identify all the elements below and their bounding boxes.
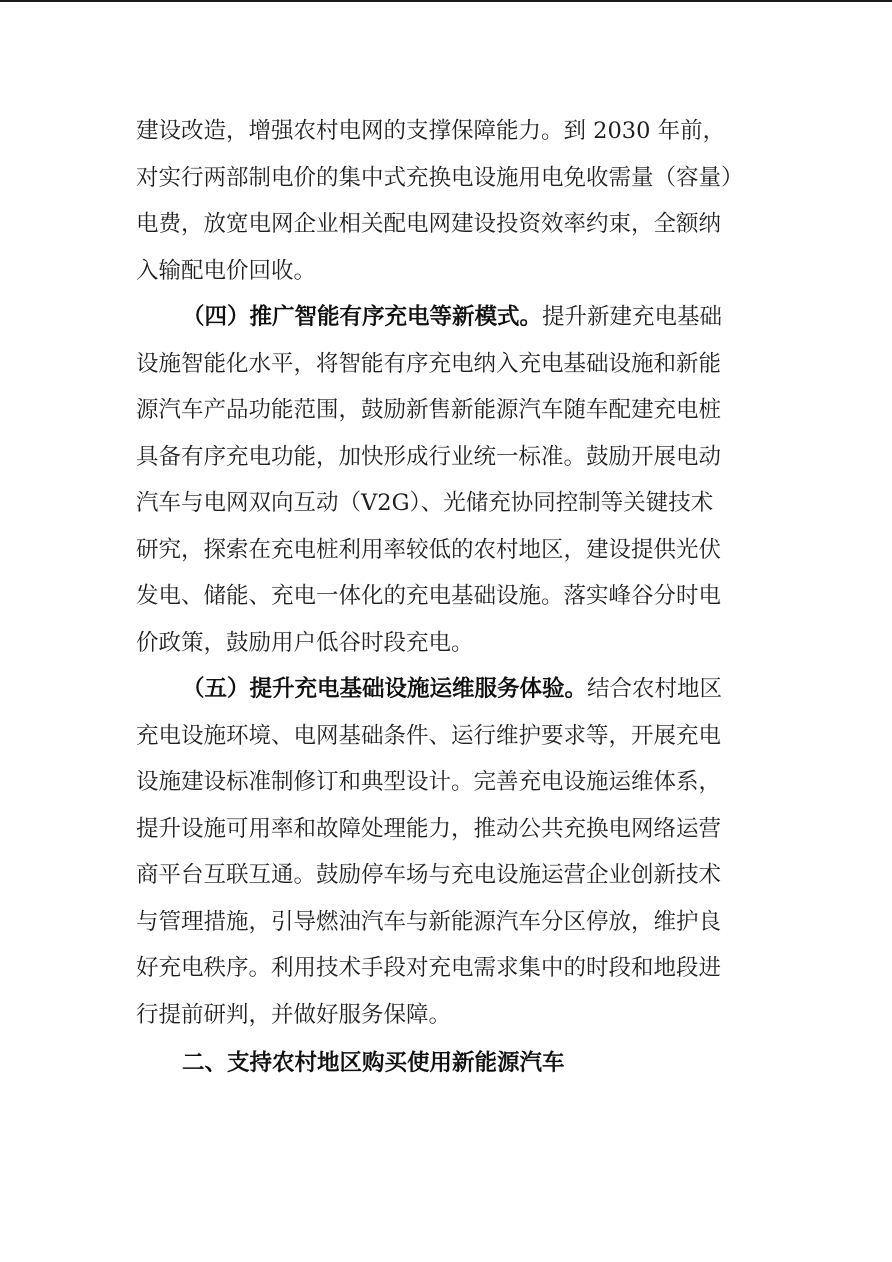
section-maintenance-service bbox=[136, 666, 760, 1038]
section-first-line bbox=[136, 294, 760, 341]
section-title: （五）提升充电基础设施运维服务体验。 bbox=[182, 676, 588, 702]
section-first-line-text: 结合农村地区 bbox=[587, 676, 723, 702]
paragraph-line: 入输配电价回收。 bbox=[136, 257, 317, 284]
paragraph-line: 充电设施环境、电网基础条件、运行维护要求等，开展充电 bbox=[136, 722, 722, 749]
paragraph-line: 设施建设标准制修订和典型设计。完善充电设施运维体系， bbox=[136, 769, 722, 795]
section-smart-charging bbox=[136, 294, 760, 666]
paragraph-line: 对实行两部制电价的集中式充换电设施用电免收需量（容量） bbox=[136, 164, 744, 191]
paragraph-line: 商平台互联互通。鼓励停车场与充电设施运营企业创新技术 bbox=[136, 862, 722, 888]
paragraph-line: 设施智能化水平，将智能有序充电纳入充电基础设施和新能 bbox=[136, 350, 722, 377]
paragraph-line: 具备有序充电功能，加快形成行业统一标准。鼓励开展电动 bbox=[136, 443, 722, 470]
paragraph-line: 与管理措施，引导燃油汽车与新能源汽车分区停放，维护良 bbox=[136, 908, 722, 935]
section-first-line bbox=[136, 666, 760, 713]
paragraph-line: 发电、储能、充电一体化的充电基础设施。落实峰谷分时电 bbox=[136, 583, 722, 609]
paragraph-line: 好充电秩序。利用技术手段对充电需求集中的时段和地段进 bbox=[136, 955, 722, 981]
section-title: （四）推广智能有序充电等新模式。 bbox=[182, 304, 543, 330]
paragraph-line: 研究，探索在充电桩利用率较低的农村地区，建设提供光伏 bbox=[136, 536, 722, 563]
document-body bbox=[136, 108, 760, 1087]
paragraph-line: 电费，放宽电网企业相关配电网建设投资效率约束，全额纳 bbox=[136, 211, 722, 237]
paragraph-line: 提升设施可用率和故障处理能力，推动公共充换电网络运营 bbox=[136, 815, 722, 842]
paragraph-line: 价政策，鼓励用户低谷时段充电。 bbox=[136, 629, 474, 656]
paragraph-line: 行提前研判，并做好服务保障。 bbox=[136, 1001, 452, 1028]
section-heading-ev-purchase: 二、支持农村地区购买使用新能源汽车 bbox=[182, 1050, 565, 1076]
paragraph-line: 建设改造，增强农村电网的支撑保障能力。到 2030 年前， bbox=[136, 118, 726, 144]
top-border-rule bbox=[0, 0, 892, 2]
section-first-line-text: 提升新建充电基础 bbox=[542, 304, 723, 330]
paragraph-line: 汽车与电网双向互动（V2G）、光储充协同控制等关键技术 bbox=[136, 490, 714, 516]
paragraph-line: 源汽车产品功能范围，鼓励新售新能源汽车随车配建充电桩 bbox=[136, 397, 722, 423]
paragraph-grid-infrastructure bbox=[136, 108, 760, 294]
